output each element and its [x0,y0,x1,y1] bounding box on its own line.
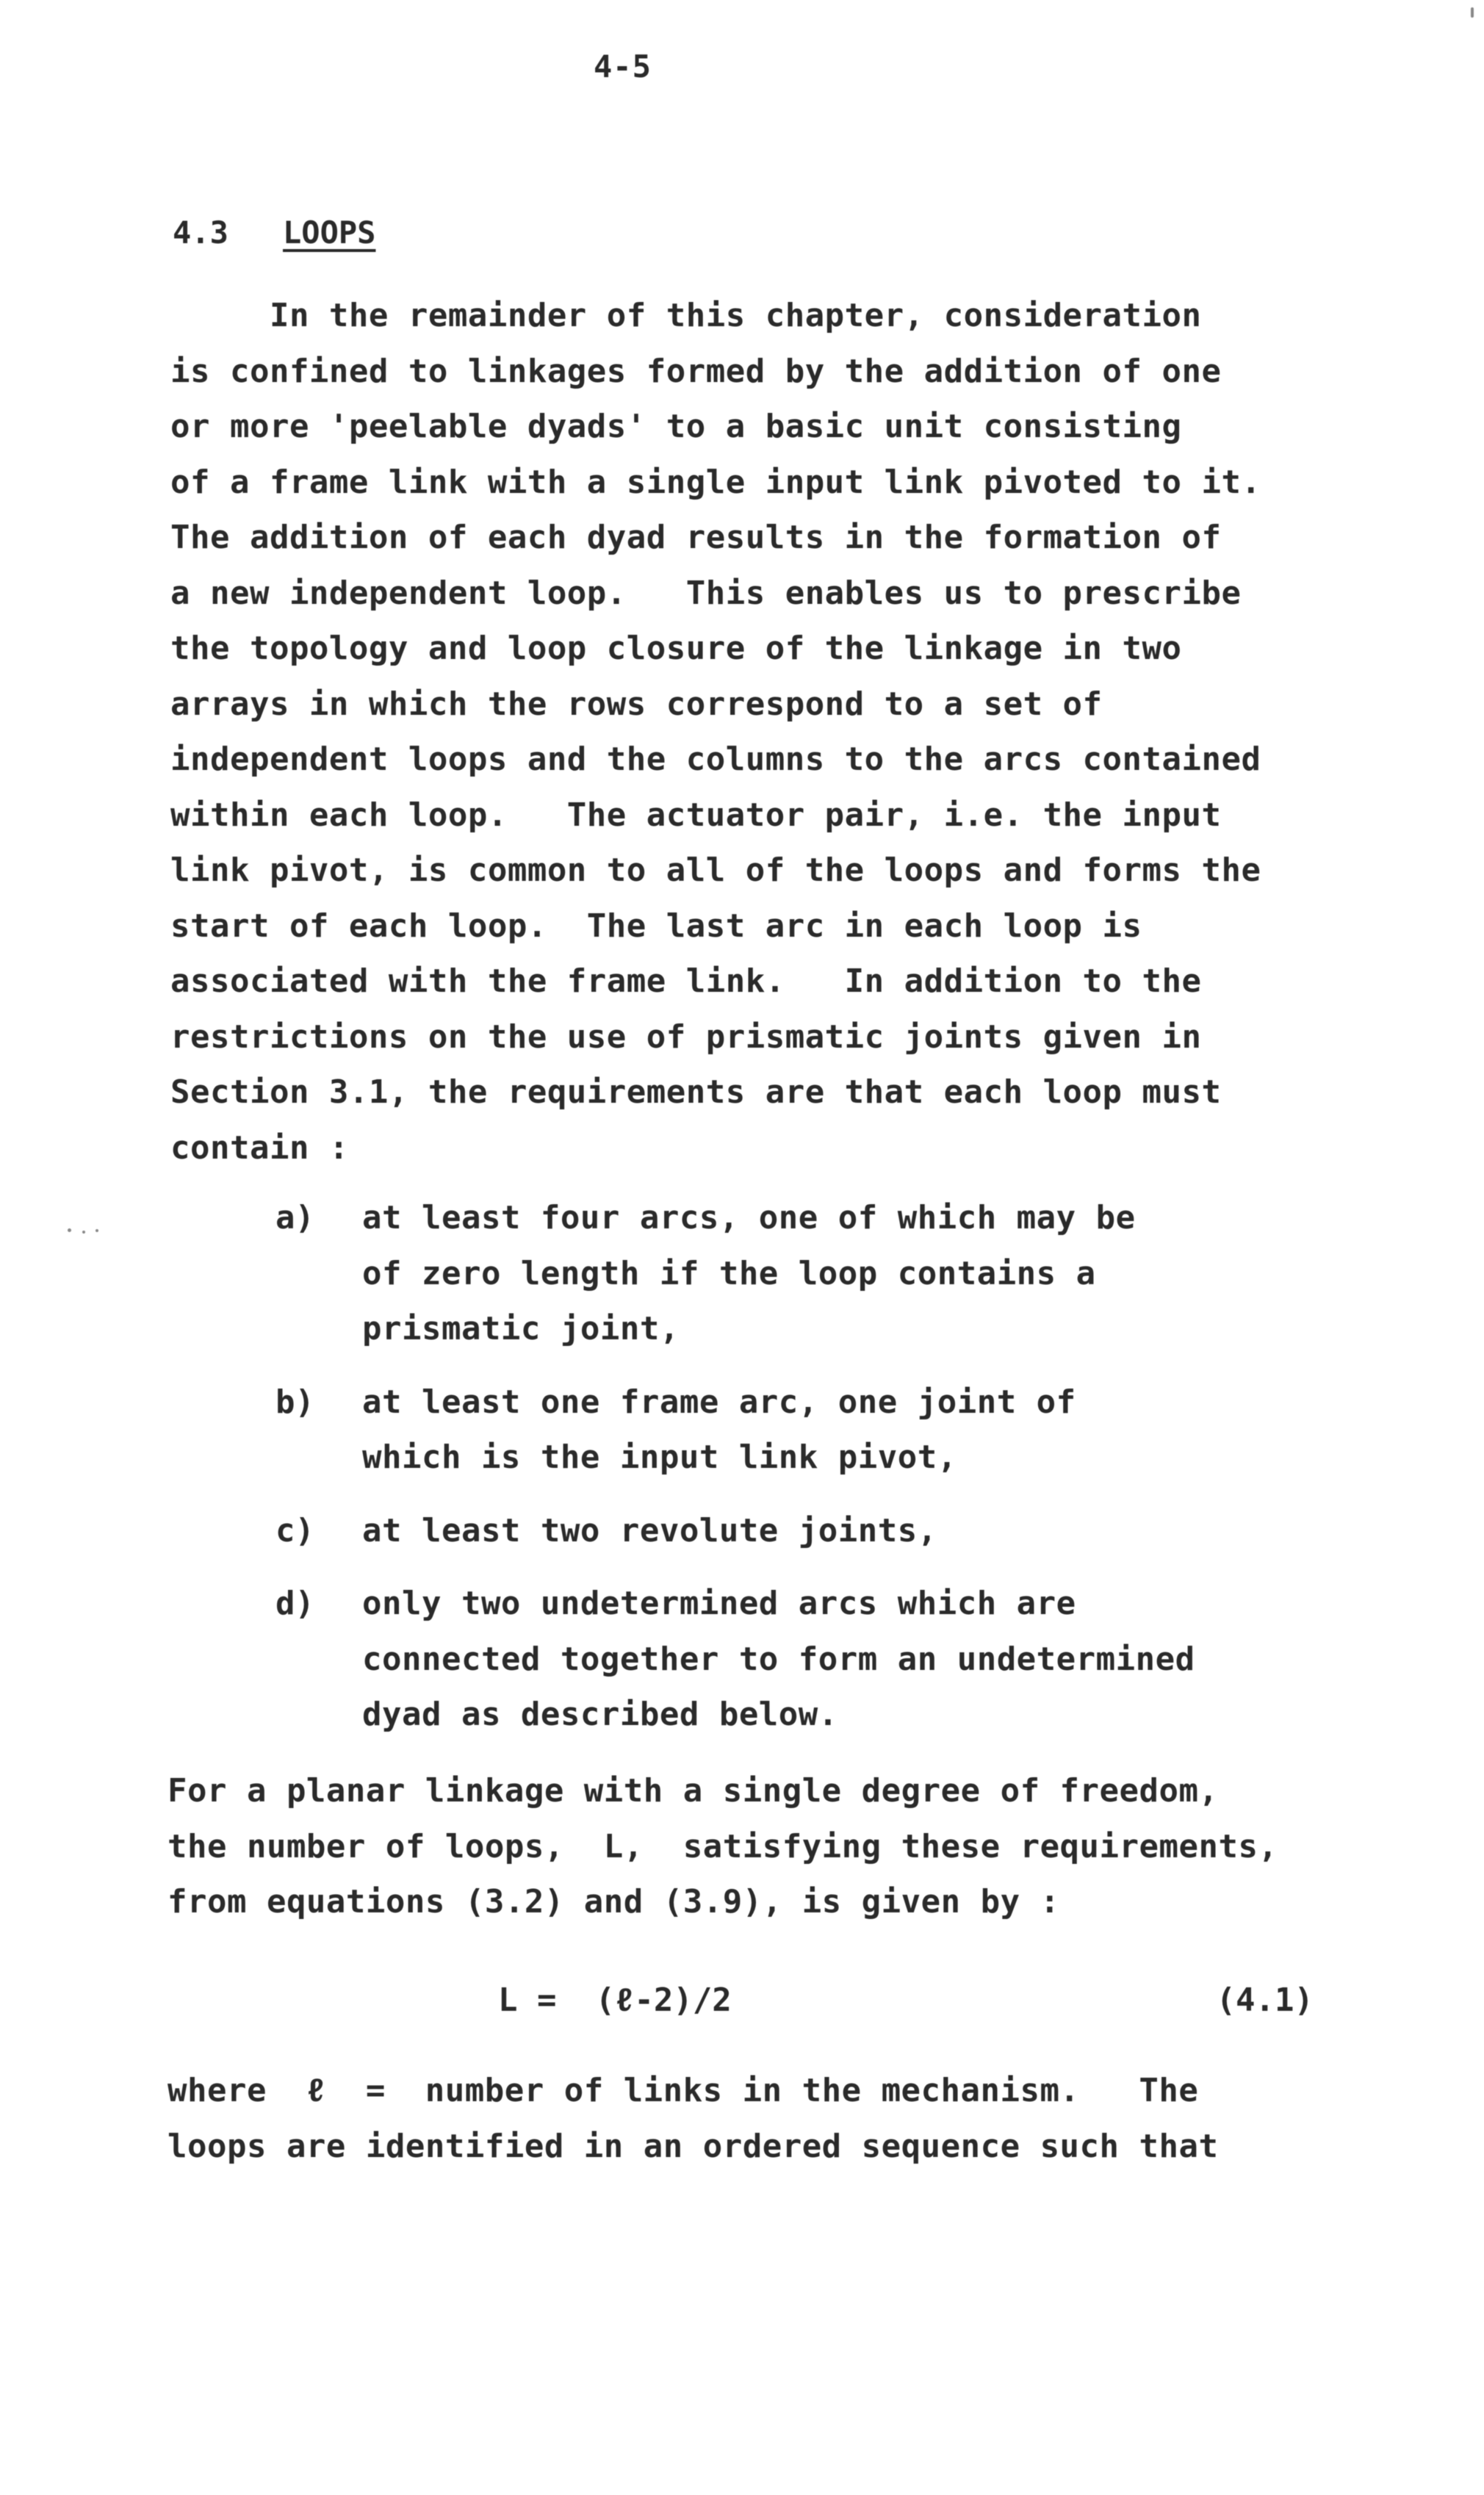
list-marker: c) [275,1511,314,1549]
text-line: restrictions on the use of prismatic joints given in [170,1018,1202,1056]
text-line: In the remainder of this chapter, consideration [170,297,1202,334]
text-line: from equations (3.2) and (3.9), is given by : [168,1883,1060,1920]
list-item-text [362,1375,1076,1486]
text-line: at least four arcs, one of which may be [362,1199,1136,1236]
scan-speck [96,1229,98,1232]
text-line: link pivot, is common to all of the loops and forms the [170,852,1261,889]
list-item-text [362,1576,1195,1743]
text-line: is confined to linkages formed by the addition of one [170,352,1222,390]
equation-4-1 [168,1973,1314,2028]
page-number: 4-5 [594,48,652,84]
text-line: the topology and loop closure of the linkage in two [170,630,1182,667]
section-number: 4.3 [173,215,228,251]
text-line: independent loops and the columns to the arcs contained [170,741,1261,778]
list-item [275,1375,1304,1486]
list-item-text [362,1503,937,1559]
text-line: at least one frame arc, one joint of [362,1383,1076,1421]
list-item [275,1503,1304,1559]
list-marker: b) [275,1383,314,1421]
paragraph-where [168,2063,1460,2174]
text-line: which is the input link pivot, [362,1439,957,1476]
text-line: only two undetermined arcs which are [362,1585,1076,1622]
text-line: of a frame link with a single input link pivoted to it. [170,463,1261,501]
text-line: loops are identified in an ordered sequence such that [168,2127,1219,2165]
list-marker: a) [275,1199,314,1236]
text-line: a new independent loop. This enables us to prescribe [170,574,1242,612]
text-line: where ℓ = number of links in the mechanism. The [168,2072,1199,2109]
text-line: contain : [170,1128,349,1167]
list-item [275,1190,1304,1357]
requirements-list [275,1190,1304,1760]
scan-speck [82,1231,85,1234]
equation-expression: L = (ℓ-2)/2 [498,1981,732,2019]
text-line: dyad as described below. [362,1696,838,1733]
section-heading [173,215,375,251]
paragraph-intro [170,288,1419,1176]
section-title: LOOPS [283,215,376,251]
scan-speck [1471,7,1474,18]
text-line: prismatic joint, [362,1310,680,1347]
list-marker: d) [275,1585,314,1622]
scan-speck [68,1228,71,1232]
list-item [275,1576,1304,1743]
text-line: within each loop. The actuator pair, i.e. the input [170,796,1222,834]
text-line: start of each loop. The last arc in each loop is [170,907,1142,945]
text-line: or more 'peelable dyads' to a basic unit consisting [170,408,1182,445]
text-line: Section 3.1, the requirements are that each loop must [170,1073,1222,1111]
text-line: at least two revolute joints, [362,1511,937,1549]
text-line: The addition of each dyad results in the formation of [170,519,1222,556]
text-line: of zero length if the loop contains a [362,1254,1096,1292]
text-line: associated with the frame link. In addition to the [170,962,1202,1000]
text-line: For a planar linkage with a single degree of freedom, [168,1772,1219,1810]
text-line: connected together to form an undetermined [362,1640,1195,1678]
equation-label: (4.1) [1216,1981,1314,2019]
paragraph-loop-count [168,1763,1460,1930]
text-line: the number of loops, L, satisfying these requirements, [168,1827,1278,1865]
list-item-text [362,1190,1136,1357]
text-line: arrays in which the rows correspond to a set of [170,685,1103,723]
